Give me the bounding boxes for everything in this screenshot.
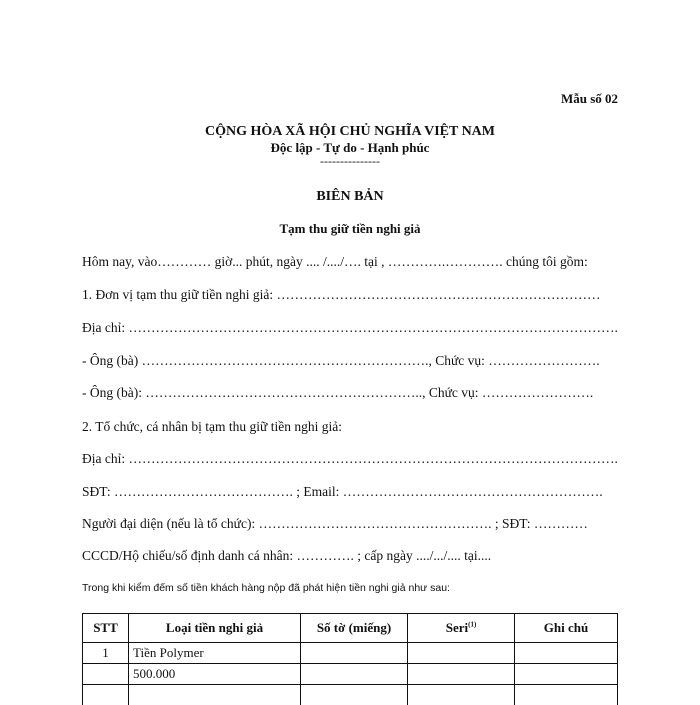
line-officer-2: - Ông (bà): …………………………………………………….., Chức vụ: ……………………. <box>82 385 593 401</box>
line-unit-address: Địa chỉ: ………………………………………………………………………………………………. <box>82 320 618 336</box>
motto: Độc lập - Tự do - Hạnh phúc <box>0 140 700 156</box>
row-count <box>301 643 408 664</box>
col-seri <box>408 614 515 643</box>
row-note <box>515 643 618 664</box>
row-type: Tiền Polymer <box>129 643 301 664</box>
document-title: BIÊN BẢN <box>0 189 700 205</box>
table-row <box>83 643 618 664</box>
row-type: 500.000 <box>129 664 301 685</box>
row-note <box>515 664 618 685</box>
counterfeit-table <box>82 613 618 705</box>
col-count: Số tờ (miếng) <box>301 614 408 643</box>
row-stt: 1 <box>83 643 129 664</box>
divider-rule: --------------- <box>0 154 700 169</box>
line-date-place: Hôm nay, vào………… giờ... phút, ngày .... /..../…. tại , ………….…………. chúng tôi gồm: <box>82 254 588 270</box>
line-party-address: Địa chỉ: ………………………………………………………………………………………………. <box>82 451 618 467</box>
row-count <box>301 685 408 705</box>
table-row <box>83 685 618 705</box>
line-seized-party: 2. Tổ chức, cá nhân bị tạm thu giữ tiền nghi giả: <box>82 419 342 435</box>
line-phone-email: SĐT: …………………………………. ; Email: …………………………………………………. <box>82 484 603 500</box>
col-type: Loại tiền nghi giả <box>129 614 301 643</box>
col-stt: STT <box>83 614 129 643</box>
line-officer-1: - Ông (bà) ………………………………………………………., Chức vụ: ……………………. <box>82 353 600 369</box>
line-seizing-unit: 1. Đơn vị tạm thu giữ tiền nghi giả: ……………………………………………………………… <box>82 287 600 303</box>
col-note: Ghi chú <box>515 614 618 643</box>
row-stt <box>83 685 129 705</box>
row-stt <box>83 664 129 685</box>
row-type <box>129 685 301 705</box>
table-header-row <box>83 614 618 643</box>
seri-footnote: (1) <box>468 621 476 629</box>
document-subtitle: Tạm thu giữ tiền nghi giả <box>0 221 700 237</box>
table-row <box>83 664 618 685</box>
form-code: Mẫu số 02 <box>561 91 618 107</box>
counting-note: Trong khi kiểm đếm số tiền khách hàng nộp đã phát hiện tiền nghi giả như sau: <box>82 582 450 594</box>
row-count <box>301 664 408 685</box>
row-seri <box>408 685 515 705</box>
row-note <box>515 685 618 705</box>
nation-heading: CỘNG HÒA XÃ HỘI CHỦ NGHĨA VIỆT NAM <box>0 124 700 140</box>
row-seri <box>408 643 515 664</box>
line-representative: Người đại diện (nếu là tổ chức): ……………………………………………. ; SĐT: ………… <box>82 516 588 532</box>
row-seri <box>408 664 515 685</box>
line-id-document: CCCD/Hộ chiếu/số định danh cá nhân: …………. ; cấp ngày ..../.../.... tại.... <box>82 548 491 564</box>
seri-label: Seri <box>446 620 468 635</box>
